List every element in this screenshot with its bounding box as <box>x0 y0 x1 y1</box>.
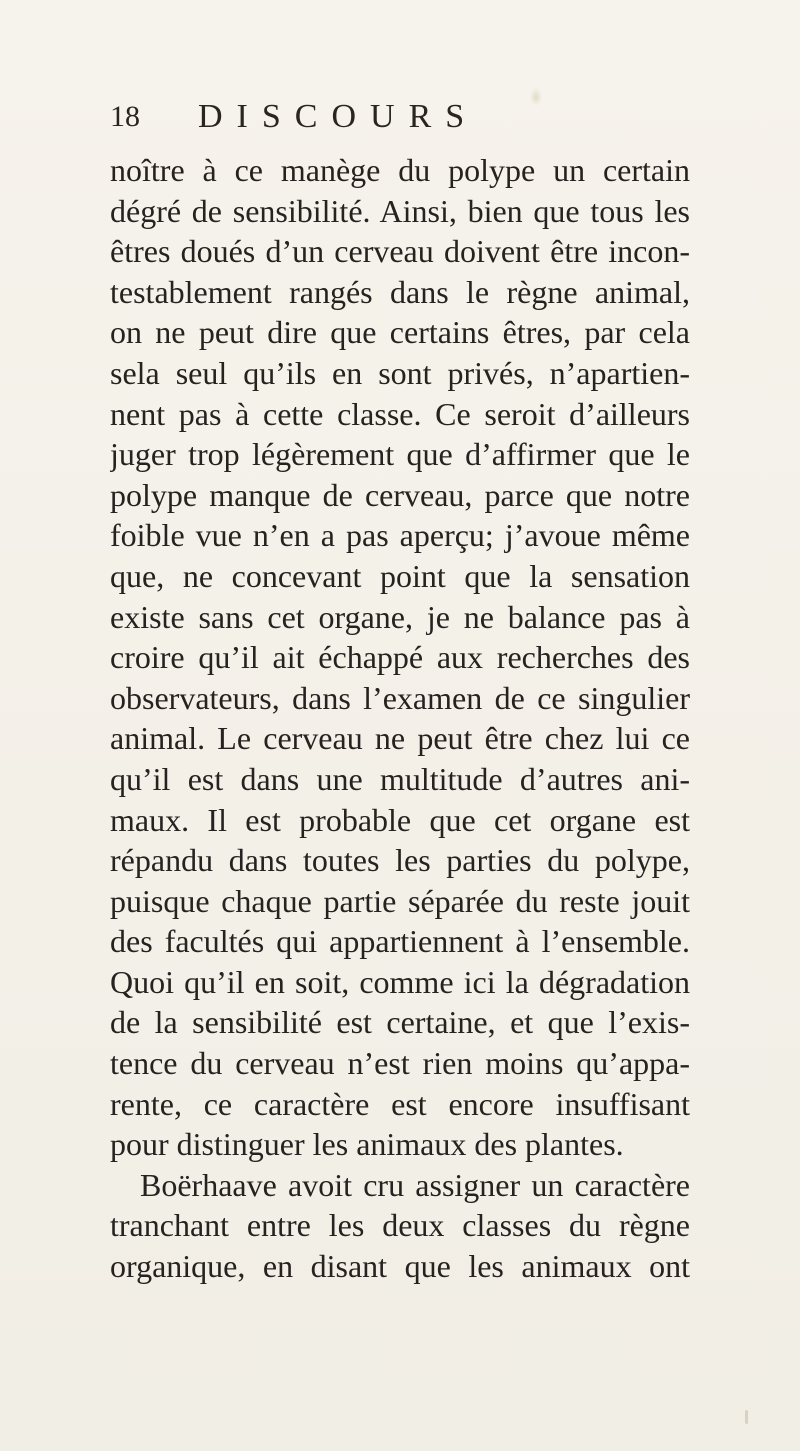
text-line: on ne peut dire que certains êtres, par cela <box>110 314 690 351</box>
text-line: que, ne concevant point que la sensation <box>110 557 690 594</box>
text-line: dégré de sensibilité. Ainsi, bien que tous les <box>110 192 690 229</box>
text-line: foible vue n’en a pas aperçu; j’avoue même <box>110 517 690 554</box>
text-line: répandu dans toutes les parties du polype, <box>110 842 690 879</box>
running-head: DISCOURS <box>198 98 479 135</box>
text-line: êtres doués d’un cerveau doivent être incon- <box>110 233 690 270</box>
text-line: polype manque de cerveau, parce que notre <box>110 476 690 513</box>
text-line: animal. Le cerveau ne peut être chez lui ce <box>110 720 690 757</box>
text-line: puisque chaque partie séparée du reste jouit <box>110 882 690 919</box>
text-line: des facultés qui appartiennent à l’ensemble. <box>110 923 690 960</box>
text-line: de la sensibilité est certaine, et que l’exis- <box>110 1004 690 1041</box>
text-line: noître à ce manège du polype un certain <box>110 152 690 188</box>
text-line: observateurs, dans l’examen de ce singulier <box>110 679 690 716</box>
text-line: qu’il est dans une multitude d’autres ani- <box>110 760 690 797</box>
body-text <box>110 150 690 1287</box>
text-line: maux. Il est probable que cet organe est <box>110 801 690 838</box>
text-line: tence du cerveau n’est rien moins qu’appa- <box>110 1045 690 1082</box>
page-header <box>110 92 690 142</box>
paper-mark <box>745 1410 748 1424</box>
text-line: testablement rangés dans le règne animal, <box>110 273 690 310</box>
text-line: tranchant entre les deux classes du règne <box>110 1207 690 1244</box>
text-line: Quoi qu’il en soit, comme ici la dégradation <box>110 963 690 1000</box>
text-line: rente, ce caractère est encore insuffisant <box>110 1085 690 1122</box>
text-line: sela seul qu’ils en sont privés, n’apartien- <box>110 354 690 391</box>
text-line: juger trop légèrement que d’affirmer que le <box>110 436 690 473</box>
text-line: existe sans cet organe, je ne balance pas à <box>110 598 690 635</box>
text-line: pour distinguer les animaux des plantes. <box>110 1126 624 1163</box>
page-number: 18 <box>110 100 140 133</box>
text-line: nent pas à cette classe. Ce seroit d’ailleurs <box>110 395 690 432</box>
text-line: Boërhaave avoit cru assigner un caractère <box>140 1166 690 1203</box>
text-line: organique, en disant que les animaux ont <box>110 1248 690 1285</box>
text-line: croire qu’il ait échappé aux recherches des <box>110 639 690 676</box>
